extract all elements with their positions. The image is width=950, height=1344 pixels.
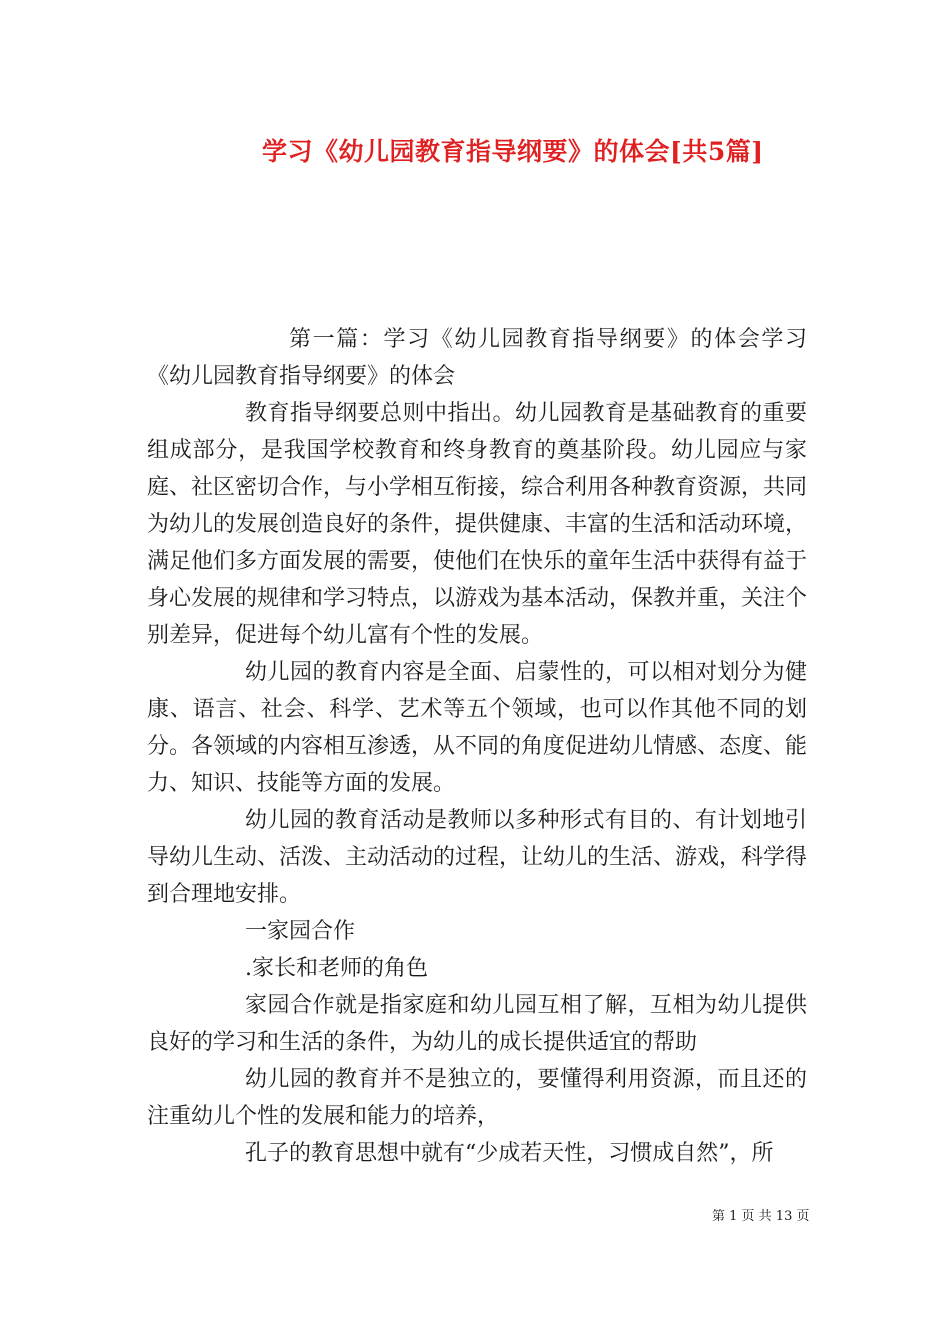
document-title: 学习《幼儿园教育指导纲要》的体会[共5篇] xyxy=(262,137,764,166)
document-body xyxy=(147,321,807,1172)
paragraph: 家园合作就是指家庭和幼儿园互相了解，互相为幼儿提供良好的学习和生活的条件，为幼儿的成长提供适宜的帮助 xyxy=(147,993,807,1055)
paragraph: 孔子的教育思想中就有“少成若天性，习惯成自然”，所 xyxy=(245,1141,774,1166)
paragraph: 幼儿园的教育并不是独立的，要懂得利用资源，而且还的注重幼儿个性的发展和能力的培养， xyxy=(147,1067,807,1129)
paragraph: 教育指导纲要总则中指出。幼儿园教育是基础教育的重要组成部分，是我国学校教育和终身教育的奠基阶段。幼儿园应与家庭、社区密切合作，与小学相互衔接，综合利用各种教育资源，共同为幼儿的发展创造良好的条件，提供健康、丰富的生活和活动环境，满足他们多方面发展的需要，使他们在快乐的童年生活中获得有益于身心发展的规律和学习特点，以游戏为基本活动，保教并重，关注个别差异，促进每个幼儿富有个性的发展。 xyxy=(147,401,808,648)
paragraph: 幼儿园的教育内容是全面、启蒙性的，可以相对划分为健康、语言、社会、科学、艺术等五个领域，也可以作其他不同的划分。各领域的内容相互渗透，从不同的角度促进幼儿情感、态度、能力、知识、技能等方面的发展。 xyxy=(147,660,808,796)
subsection-heading: .家长和老师的角色 xyxy=(245,956,428,981)
section-heading: 一家园合作 xyxy=(245,919,356,944)
page-number-footer: 第 1 页 共 13 页 xyxy=(712,1209,810,1224)
paragraph-heading: 第一篇：学习《幼儿园教育指导纲要》的体会学习《幼儿园教育指导纲要》的体会 xyxy=(147,327,807,389)
paragraph: 幼儿园的教育活动是教师以多种形式有目的、有计划地引导幼儿生动、活泼、主动活动的过程，让幼儿的生活、游戏，科学得到合理地安排。 xyxy=(147,808,808,907)
